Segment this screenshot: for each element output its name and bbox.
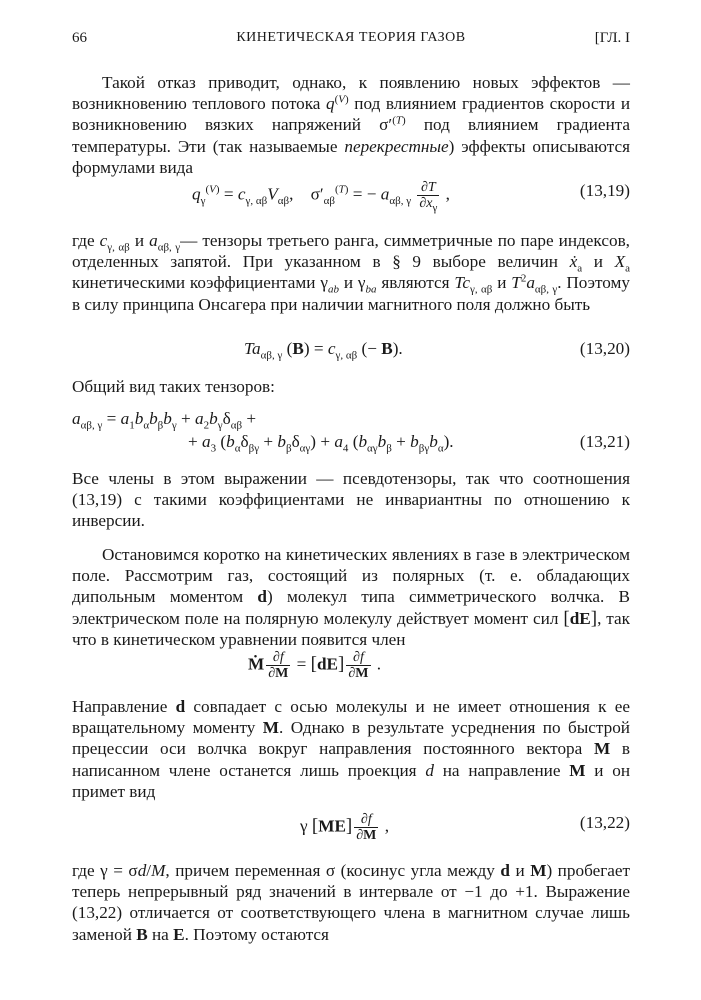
equation-number: (13,19) [579, 181, 630, 200]
equation-13-20 [72, 338, 630, 362]
equation-13-22 [72, 812, 630, 842]
equation-body: $q_\gamma^{(V)} = c_{\gamma, \alpha\beta}V_{\alpha\beta}$, $\sigma'_{\alpha\beta}^{(T)}$ = − $a_{\alpha\beta, \gamma}$ $\frac{\partial T}{\partial x_\gamma}$ , [192, 180, 450, 214]
running-header [72, 30, 630, 52]
equation-number: (13,20) [579, 339, 630, 358]
equation-body: γ [ME] $\frac{\partial f}{\partial M}$ , [300, 812, 389, 843]
paragraph-4: Все члены в этом выражении — псевдотензоры, так что соотношения (13,19) с такими коэффициентами не инвариантны по отношению к инверсии. [72, 469, 630, 531]
equation-line-1: $a_{\alpha\beta, \gamma} = a_1b_\alpha b_\beta b_\gamma + a_2b_\gamma\delta_{\alpha\beta}$ + [72, 409, 257, 432]
paragraph-3: Общий вид таких тензоров: [72, 377, 275, 396]
paragraph-1: Такой отказ приводит, однако, к появлению новых эффектов — возникновению теплового потока $q^{(V)}$ под влиянием градиентов скорости и возникновению вязких напряжений $\sigma'^{(T)}$ под влиянием градиента температуры. Эти (так называемые перекрестные) эффекты описываются формулами вида [72, 73, 631, 177]
equation-body: Ṁ $\frac{\partial f}{\partial M}$ = [dE] $\frac{\partial f}{\partial M}$ . [248, 650, 382, 681]
equation-number: (13,21) [579, 432, 630, 451]
equation-line-2: + $a_3$ $(b_\alpha\delta_{\beta\gamma} + b_\beta\delta_{\alpha\gamma}) + a_4$ $(b_{\alpha\gamma}b_\beta + b_{\beta\gamma}b_\alpha)$. [188, 432, 454, 455]
paragraph-6: Направление d совпадает с осью молекулы и не имеет отношения к ее вращательному моменту M. Однако в результате усреднения по быстрой прецессии оси волчка вокруг направления постоянного вектора M в написанном члене останется лишь проекция d на направление M и он примет вид [72, 697, 631, 801]
equation-13-19 [72, 180, 630, 214]
page-number: 66 [72, 30, 87, 46]
paragraph-5: Остановимся коротко на кинетических явлениях в газе в электрическом поле. Рассмотрим газ, состоящий из полярных (т. е. обладающих дипольным моментом d) молекул типа симметрического волчка. В электрическом поле на полярную молекулу действует момент сил [dE], так что в кинетическом уравнении появится член [72, 545, 631, 649]
paragraph-7: где γ = σd/M, причем переменная σ (косинус угла между d и M) пробегает теперь непрерывный ряд значений в интервале от −1 до +1. Выражение (13,22) отличается от соответствующего члена в магнитном случае лишь заменой B на E. Поэтому остаются [72, 861, 631, 944]
running-title: КИНЕТИЧЕСКАЯ ТЕОРИЯ ГАЗОВ [236, 30, 466, 45]
equation-unnumbered [72, 650, 630, 680]
chapter-label: [ГЛ. I [594, 30, 630, 46]
equation-number: (13,22) [579, 813, 630, 832]
equation-13-21 [72, 408, 630, 458]
equation-body: $Ta_{\alpha\beta, \gamma}$ $(B) = c_{\gamma, \alpha\beta}$ (− B). [244, 339, 403, 362]
paragraph-2: где $c_{\gamma, \alpha\beta}$ и $a_{\alpha\beta, \gamma}—$ тензоры третьего ранга, симметричные по паре индексов, отделенных запятой. При указанном в § 9 выборе величин ẋ$_a$ и $X_a$ кинетическими коэффициентами $\gamma_{ab}$ и $\gamma_{ba}$ являются $Tc_{\gamma, \alpha\beta}$ и $T^2a_{\alpha\beta, \gamma}$. Поэтому в силу принципа Онсагера при наличии магнитного поля должно быть [72, 231, 631, 314]
